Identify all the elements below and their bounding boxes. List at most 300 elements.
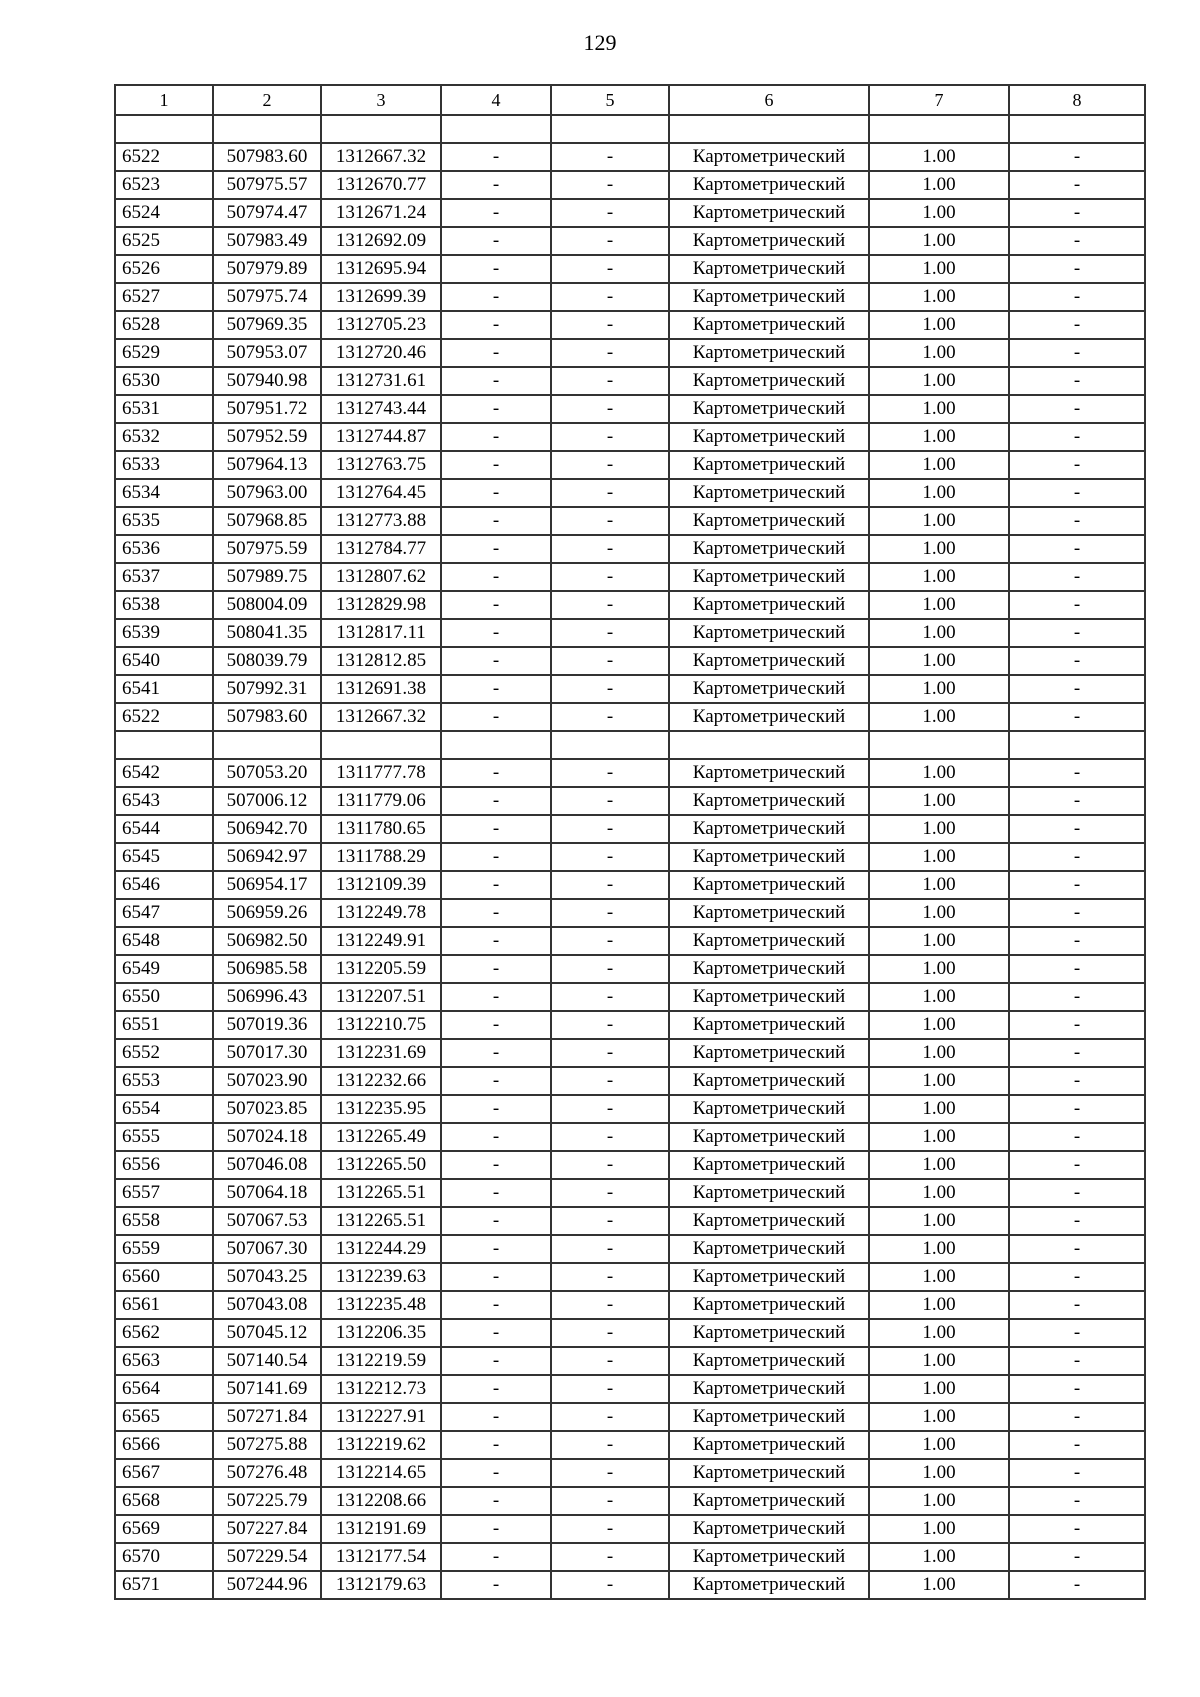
cell-method: Картометрический: [669, 1431, 869, 1459]
cell-point-number: 6534: [115, 479, 213, 507]
cell-col-5: -: [551, 479, 669, 507]
cell-coord-x: 507045.12: [213, 1319, 321, 1347]
cell-coord-x: 507969.35: [213, 311, 321, 339]
cell-accuracy: 1.00: [869, 1179, 1009, 1207]
cell-col-4: [441, 731, 551, 759]
cell-col-5: [551, 731, 669, 759]
cell-col-4: -: [441, 535, 551, 563]
cell-method: Картометрический: [669, 367, 869, 395]
cell-coord-y: 1312671.24: [321, 199, 441, 227]
cell-point-number: 6524: [115, 199, 213, 227]
cell-point-number: 6530: [115, 367, 213, 395]
cell-coord-y: 1312206.35: [321, 1319, 441, 1347]
cell-coord-y: 1312829.98: [321, 591, 441, 619]
header-cell-7: 7: [869, 85, 1009, 115]
cell-col-8: -: [1009, 1375, 1145, 1403]
cell-accuracy: 1.00: [869, 1347, 1009, 1375]
cell-accuracy: 1.00: [869, 1123, 1009, 1151]
table-row: [115, 1571, 1145, 1599]
cell-point-number: 6554: [115, 1095, 213, 1123]
cell-method: Картометрический: [669, 143, 869, 171]
cell-col-5: -: [551, 1263, 669, 1291]
cell-accuracy: 1.00: [869, 759, 1009, 787]
cell-point-number: 6544: [115, 815, 213, 843]
cell-point-number: 6571: [115, 1571, 213, 1599]
cell-coord-y: 1312812.85: [321, 647, 441, 675]
table-row: [115, 283, 1145, 311]
cell-coord-x: 508041.35: [213, 619, 321, 647]
cell-point-number: 6564: [115, 1375, 213, 1403]
cell-point-number: 6566: [115, 1431, 213, 1459]
cell-col-8: -: [1009, 451, 1145, 479]
table-row: [115, 675, 1145, 703]
cell-coord-y: 1312249.78: [321, 899, 441, 927]
cell-accuracy: 1.00: [869, 1487, 1009, 1515]
cell-accuracy: 1.00: [869, 535, 1009, 563]
cell-accuracy: 1.00: [869, 227, 1009, 255]
cell-method: Картометрический: [669, 955, 869, 983]
table-row: [115, 1319, 1145, 1347]
cell-coord-y: 1312219.62: [321, 1431, 441, 1459]
cell-col-4: -: [441, 143, 551, 171]
cell-col-5: -: [551, 787, 669, 815]
cell-col-8: -: [1009, 1543, 1145, 1571]
cell-col-4: -: [441, 927, 551, 955]
cell-point-number: 6558: [115, 1207, 213, 1235]
cell-method: Картометрический: [669, 871, 869, 899]
cell-col-5: -: [551, 1179, 669, 1207]
cell-coord-y: 1312214.65: [321, 1459, 441, 1487]
cell-col-4: -: [441, 1487, 551, 1515]
cell-coord-x: 507006.12: [213, 787, 321, 815]
cell-accuracy: 1.00: [869, 1235, 1009, 1263]
cell-col-8: -: [1009, 423, 1145, 451]
cell-col-8: -: [1009, 899, 1145, 927]
cell-col-5: -: [551, 1123, 669, 1151]
cell-accuracy: 1.00: [869, 171, 1009, 199]
cell-coord-y: 1312763.75: [321, 451, 441, 479]
cell-method: Картометрический: [669, 1515, 869, 1543]
cell-accuracy: 1.00: [869, 507, 1009, 535]
cell-coord-y: 1312244.29: [321, 1235, 441, 1263]
cell-point-number: 6547: [115, 899, 213, 927]
cell-col-8: -: [1009, 1487, 1145, 1515]
cell-point-number: 6532: [115, 423, 213, 451]
cell-col-8: -: [1009, 395, 1145, 423]
table-row: [115, 199, 1145, 227]
cell-coord-x: 507953.07: [213, 339, 321, 367]
cell-coord-x: 507968.85: [213, 507, 321, 535]
cell-coord-y: 1312265.49: [321, 1123, 441, 1151]
cell-coord-y: 1312743.44: [321, 395, 441, 423]
cell-accuracy: 1.00: [869, 591, 1009, 619]
cell-coord-x: [213, 731, 321, 759]
cell-accuracy: 1.00: [869, 1431, 1009, 1459]
cell-point-number: 6567: [115, 1459, 213, 1487]
cell-accuracy: 1.00: [869, 1263, 1009, 1291]
cell-coord-y: 1312212.73: [321, 1375, 441, 1403]
cell-col-5: [551, 115, 669, 143]
cell-coord-x: 506954.17: [213, 871, 321, 899]
cell-coord-x: 507963.00: [213, 479, 321, 507]
cell-coord-y: 1312179.63: [321, 1571, 441, 1599]
cell-col-8: -: [1009, 143, 1145, 171]
table-row: [115, 479, 1145, 507]
cell-coord-y: 1311788.29: [321, 843, 441, 871]
cell-col-8: -: [1009, 1431, 1145, 1459]
cell-method: Картометрический: [669, 1263, 869, 1291]
cell-coord-y: 1312210.75: [321, 1011, 441, 1039]
cell-method: Картометрический: [669, 843, 869, 871]
cell-point-number: 6528: [115, 311, 213, 339]
cell-col-8: -: [1009, 1263, 1145, 1291]
cell-col-5: -: [551, 1291, 669, 1319]
cell-coord-y: 1312807.62: [321, 563, 441, 591]
cell-coord-x: 507952.59: [213, 423, 321, 451]
table-row: [115, 227, 1145, 255]
cell-col-4: -: [441, 1515, 551, 1543]
cell-coord-x: 507023.90: [213, 1067, 321, 1095]
cell-point-number: 6522: [115, 703, 213, 731]
cell-col-8: -: [1009, 927, 1145, 955]
cell-method: Картометрический: [669, 1179, 869, 1207]
table-row: [115, 1515, 1145, 1543]
header-cell-4: 4: [441, 85, 551, 115]
cell-col-4: -: [441, 1459, 551, 1487]
table-row: [115, 1291, 1145, 1319]
cell-accuracy: 1.00: [869, 479, 1009, 507]
table-row: [115, 395, 1145, 423]
cell-point-number: 6570: [115, 1543, 213, 1571]
cell-coord-x: 506996.43: [213, 983, 321, 1011]
cell-col-5: -: [551, 367, 669, 395]
table-row: [115, 255, 1145, 283]
table-row: [115, 955, 1145, 983]
cell-accuracy: 1.00: [869, 1039, 1009, 1067]
cell-point-number: 6531: [115, 395, 213, 423]
table-row: [115, 1179, 1145, 1207]
cell-point-number: 6556: [115, 1151, 213, 1179]
cell-method: Картометрический: [669, 1487, 869, 1515]
table-row: [115, 1235, 1145, 1263]
cell-accuracy: 1.00: [869, 899, 1009, 927]
table-body: [115, 85, 1145, 1599]
header-cell-8: 8: [1009, 85, 1145, 115]
cell-col-8: -: [1009, 1011, 1145, 1039]
table-row: [115, 367, 1145, 395]
cell-col-8: -: [1009, 1347, 1145, 1375]
table-row: [115, 143, 1145, 171]
cell-accuracy: [869, 731, 1009, 759]
cell-coord-y: 1312667.32: [321, 703, 441, 731]
table-row: [115, 535, 1145, 563]
table-row: [115, 983, 1145, 1011]
cell-point-number: 6529: [115, 339, 213, 367]
cell-col-5: -: [551, 1011, 669, 1039]
cell-coord-y: 1312699.39: [321, 283, 441, 311]
cell-method: Картометрический: [669, 395, 869, 423]
cell-col-8: -: [1009, 1235, 1145, 1263]
cell-method: Картометрический: [669, 787, 869, 815]
cell-col-5: -: [551, 759, 669, 787]
cell-coord-x: 506982.50: [213, 927, 321, 955]
table-row: [115, 1459, 1145, 1487]
cell-point-number: 6563: [115, 1347, 213, 1375]
cell-col-8: -: [1009, 507, 1145, 535]
cell-accuracy: 1.00: [869, 1459, 1009, 1487]
cell-col-8: -: [1009, 1067, 1145, 1095]
cell-col-8: -: [1009, 787, 1145, 815]
cell-col-5: -: [551, 1095, 669, 1123]
cell-col-8: -: [1009, 1207, 1145, 1235]
cell-accuracy: 1.00: [869, 367, 1009, 395]
cell-col-5: -: [551, 255, 669, 283]
cell-accuracy: 1.00: [869, 787, 1009, 815]
cell-col-4: -: [441, 199, 551, 227]
cell-method: Картометрический: [669, 171, 869, 199]
cell-coord-x: 507979.89: [213, 255, 321, 283]
cell-col-4: -: [441, 423, 551, 451]
cell-col-4: -: [441, 339, 551, 367]
cell-accuracy: 1.00: [869, 815, 1009, 843]
cell-point-number: [115, 115, 213, 143]
cell-method: Картометрический: [669, 255, 869, 283]
cell-point-number: 6551: [115, 1011, 213, 1039]
cell-coord-x: 507983.49: [213, 227, 321, 255]
cell-col-4: -: [441, 591, 551, 619]
cell-col-5: -: [551, 1431, 669, 1459]
cell-accuracy: 1.00: [869, 1403, 1009, 1431]
cell-col-8: [1009, 731, 1145, 759]
cell-point-number: 6555: [115, 1123, 213, 1151]
cell-col-4: -: [441, 311, 551, 339]
cell-col-5: -: [551, 1319, 669, 1347]
cell-accuracy: [869, 115, 1009, 143]
cell-col-5: -: [551, 675, 669, 703]
cell-coord-y: 1312265.50: [321, 1151, 441, 1179]
cell-col-4: -: [441, 1319, 551, 1347]
cell-coord-x: 507244.96: [213, 1571, 321, 1599]
cell-col-4: -: [441, 1039, 551, 1067]
cell-coord-x: 507227.84: [213, 1515, 321, 1543]
table-row: [115, 1123, 1145, 1151]
cell-col-5: -: [551, 423, 669, 451]
cell-accuracy: 1.00: [869, 983, 1009, 1011]
table-row: [115, 507, 1145, 535]
cell-coord-x: 507024.18: [213, 1123, 321, 1151]
cell-coord-y: 1312109.39: [321, 871, 441, 899]
cell-method: [669, 731, 869, 759]
cell-col-4: -: [441, 507, 551, 535]
cell-method: Картометрический: [669, 1011, 869, 1039]
cell-col-8: -: [1009, 535, 1145, 563]
cell-point-number: 6527: [115, 283, 213, 311]
cell-col-5: -: [551, 1375, 669, 1403]
cell-point-number: 6540: [115, 647, 213, 675]
page-number: 129: [583, 30, 617, 55]
cell-col-5: -: [551, 1151, 669, 1179]
cell-col-8: -: [1009, 703, 1145, 731]
cell-accuracy: 1.00: [869, 1571, 1009, 1599]
cell-col-5: -: [551, 1235, 669, 1263]
cell-accuracy: 1.00: [869, 843, 1009, 871]
table-row: [115, 1543, 1145, 1571]
cell-coord-x: 507064.18: [213, 1179, 321, 1207]
cell-col-8: -: [1009, 1123, 1145, 1151]
cell-point-number: 6568: [115, 1487, 213, 1515]
cell-coord-y: 1312691.38: [321, 675, 441, 703]
cell-method: Картометрический: [669, 451, 869, 479]
cell-accuracy: 1.00: [869, 955, 1009, 983]
cell-col-8: -: [1009, 227, 1145, 255]
cell-col-8: -: [1009, 1459, 1145, 1487]
cell-point-number: 6545: [115, 843, 213, 871]
cell-accuracy: 1.00: [869, 619, 1009, 647]
cell-col-5: -: [551, 927, 669, 955]
cell-col-4: [441, 115, 551, 143]
cell-col-4: -: [441, 899, 551, 927]
cell-point-number: 6562: [115, 1319, 213, 1347]
table-row: [115, 1151, 1145, 1179]
cell-col-8: -: [1009, 479, 1145, 507]
cell-method: Картометрический: [669, 1319, 869, 1347]
cell-point-number: 6549: [115, 955, 213, 983]
cell-coord-y: 1312744.87: [321, 423, 441, 451]
cell-col-4: -: [441, 1235, 551, 1263]
cell-col-8: [1009, 115, 1145, 143]
cell-col-8: -: [1009, 1571, 1145, 1599]
cell-col-5: -: [551, 535, 669, 563]
cell-col-5: -: [551, 507, 669, 535]
cell-method: [669, 115, 869, 143]
cell-col-8: -: [1009, 199, 1145, 227]
table-row: [115, 563, 1145, 591]
cell-col-4: -: [441, 871, 551, 899]
cell-col-8: -: [1009, 843, 1145, 871]
table-row: [115, 1403, 1145, 1431]
cell-coord-y: 1312667.32: [321, 143, 441, 171]
cell-col-4: -: [441, 171, 551, 199]
cell-method: Картометрический: [669, 1543, 869, 1571]
cell-method: Картометрический: [669, 1067, 869, 1095]
cell-point-number: 6565: [115, 1403, 213, 1431]
cell-col-8: -: [1009, 871, 1145, 899]
cell-col-8: -: [1009, 1515, 1145, 1543]
cell-method: Картометрический: [669, 675, 869, 703]
table-row: [115, 787, 1145, 815]
cell-col-8: -: [1009, 563, 1145, 591]
cell-col-4: -: [441, 1067, 551, 1095]
cell-method: Картометрический: [669, 815, 869, 843]
cell-accuracy: 1.00: [869, 1207, 1009, 1235]
cell-col-8: -: [1009, 1151, 1145, 1179]
cell-col-4: -: [441, 983, 551, 1011]
cell-method: Картометрический: [669, 619, 869, 647]
cell-point-number: [115, 731, 213, 759]
cell-accuracy: 1.00: [869, 1151, 1009, 1179]
table-row: [115, 619, 1145, 647]
coordinates-table: [114, 84, 1146, 1600]
cell-coord-y: [321, 731, 441, 759]
cell-accuracy: 1.00: [869, 1319, 1009, 1347]
cell-coord-y: 1312235.95: [321, 1095, 441, 1123]
cell-coord-y: 1312208.66: [321, 1487, 441, 1515]
cell-coord-y: 1312265.51: [321, 1179, 441, 1207]
cell-method: Картометрический: [669, 647, 869, 675]
cell-coord-x: 507053.20: [213, 759, 321, 787]
cell-col-5: -: [551, 1347, 669, 1375]
cell-col-5: -: [551, 199, 669, 227]
cell-accuracy: 1.00: [869, 395, 1009, 423]
cell-col-4: -: [441, 395, 551, 423]
cell-accuracy: 1.00: [869, 1375, 1009, 1403]
cell-coord-y: 1312249.91: [321, 927, 441, 955]
cell-col-5: -: [551, 843, 669, 871]
cell-method: Картометрический: [669, 339, 869, 367]
cell-col-5: -: [551, 1487, 669, 1515]
cell-col-5: -: [551, 227, 669, 255]
cell-coord-x: [213, 115, 321, 143]
cell-coord-y: 1312773.88: [321, 507, 441, 535]
cell-col-4: -: [441, 843, 551, 871]
cell-method: Картометрический: [669, 983, 869, 1011]
cell-method: Картометрический: [669, 1095, 869, 1123]
cell-point-number: 6548: [115, 927, 213, 955]
cell-col-5: -: [551, 143, 669, 171]
cell-col-8: -: [1009, 1179, 1145, 1207]
cell-method: Картометрический: [669, 563, 869, 591]
cell-col-8: -: [1009, 647, 1145, 675]
cell-col-8: -: [1009, 1095, 1145, 1123]
cell-col-8: -: [1009, 339, 1145, 367]
cell-method: Картометрический: [669, 1459, 869, 1487]
cell-col-5: -: [551, 1207, 669, 1235]
cell-coord-y: 1312219.59: [321, 1347, 441, 1375]
cell-coord-y: 1312231.69: [321, 1039, 441, 1067]
cell-accuracy: 1.00: [869, 1011, 1009, 1039]
table-row: [115, 115, 1145, 143]
cell-col-4: -: [441, 787, 551, 815]
cell-coord-x: 507067.53: [213, 1207, 321, 1235]
cell-point-number: 6533: [115, 451, 213, 479]
cell-coord-x: 507140.54: [213, 1347, 321, 1375]
cell-coord-y: 1312720.46: [321, 339, 441, 367]
cell-col-4: -: [441, 647, 551, 675]
cell-col-5: -: [551, 451, 669, 479]
cell-method: Картометрический: [669, 1347, 869, 1375]
table-row: [115, 451, 1145, 479]
cell-coord-x: 507043.25: [213, 1263, 321, 1291]
header-cell-2: 2: [213, 85, 321, 115]
cell-point-number: 6542: [115, 759, 213, 787]
cell-coord-x: 507067.30: [213, 1235, 321, 1263]
cell-point-number: 6543: [115, 787, 213, 815]
cell-point-number: 6522: [115, 143, 213, 171]
cell-method: Картометрический: [669, 283, 869, 311]
cell-col-8: -: [1009, 1039, 1145, 1067]
cell-accuracy: 1.00: [869, 255, 1009, 283]
cell-col-5: -: [551, 1515, 669, 1543]
cell-accuracy: 1.00: [869, 1515, 1009, 1543]
cell-col-5: -: [551, 171, 669, 199]
cell-coord-y: 1312232.66: [321, 1067, 441, 1095]
cell-accuracy: 1.00: [869, 1095, 1009, 1123]
cell-col-5: -: [551, 955, 669, 983]
table-row: [115, 1263, 1145, 1291]
cell-col-4: -: [441, 1123, 551, 1151]
cell-col-8: -: [1009, 619, 1145, 647]
table-row: [115, 815, 1145, 843]
